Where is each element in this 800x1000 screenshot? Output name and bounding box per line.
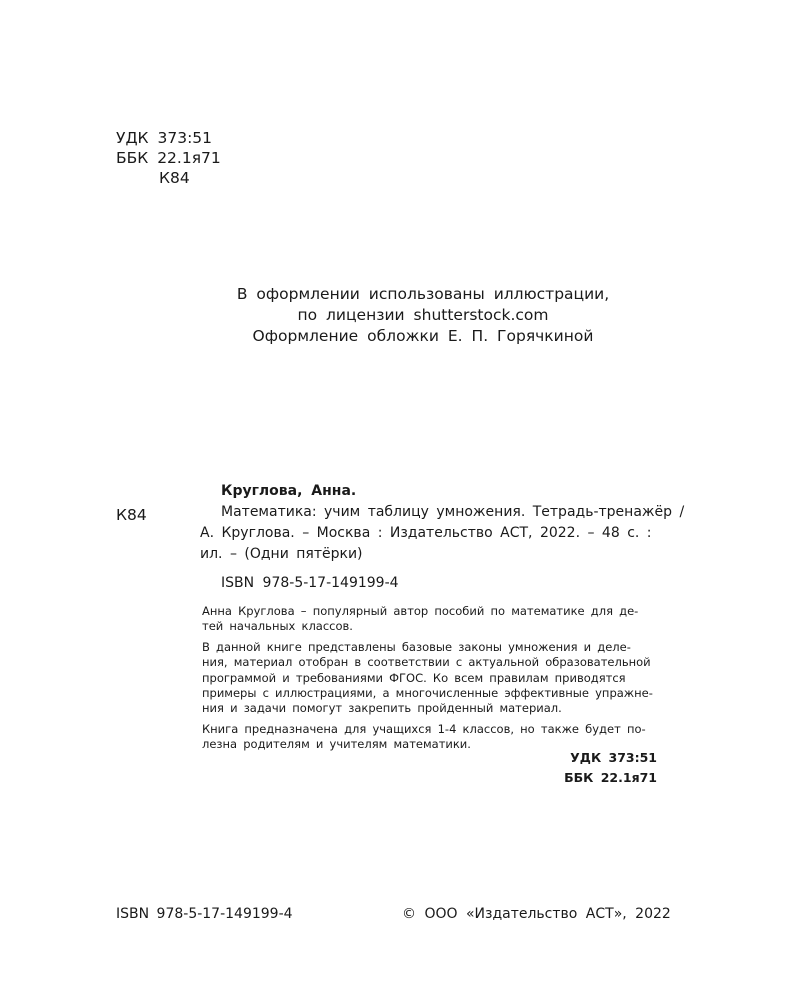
annotation-paragraph (202, 640, 662, 717)
footer-copyright: © ООО «Издательство АСТ», 2022 (402, 906, 671, 922)
bbk-code: ББК 22.1я71 (116, 149, 221, 167)
credits-line-2: по лицензии shutterstock.com (297, 306, 549, 324)
annotation-block (202, 604, 662, 758)
credits-line-1: В оформлении использованы иллюстрации, (236, 285, 610, 303)
annotation-udk: УДК 373:51 (570, 750, 657, 765)
annotation-line: лезна родителям и учителям математики. (202, 737, 471, 752)
annotation-classification (520, 748, 657, 788)
annotation-line: Книга предназначена для учащихся 1-4 классов, но также будет по- (202, 721, 646, 736)
description-line: Математика: учим таблицу умножения. Тетрадь-тренажёр / (221, 504, 685, 520)
description-line: А. Круглова. – Москва : Издательство АСТ, 2022. – 48 с. : (200, 525, 652, 541)
credits-block (0, 284, 800, 347)
annotation-line: программой и требованиями ФГОС. Ко всем правилам приводятся (202, 670, 626, 685)
annotation-line: Анна Круглова – популярный автор пособий по математике для де- (202, 604, 639, 618)
annotation-paragraph (202, 604, 662, 635)
annotation-line: В данной книге представлены базовые законы умножения и деле- (202, 639, 631, 654)
description-line: ил. – (Одни пятёрки) (200, 546, 363, 562)
catalog-author-mark: К84 (116, 506, 147, 524)
catalog-isbn: ISBN 978-5-17-149199-4 (221, 575, 399, 591)
annotation-bbk: ББК 22.1я71 (564, 770, 657, 785)
credits-line-3: Оформление обложки Е. П. Горячкиной (252, 327, 594, 345)
author-mark: К84 (159, 169, 190, 187)
annotation-line: тей начальных классов. (202, 619, 353, 634)
footer-isbn: ISBN 978-5-17-149199-4 (116, 906, 293, 922)
classification-block (116, 128, 221, 188)
annotation-line: ния и задачи помогут закрепить пройденный материал. (202, 701, 562, 716)
catalog-author: Круглова, Анна. (221, 483, 357, 499)
catalog-description (200, 502, 685, 565)
annotation-line: примеры с иллюстрациями, а многочисленные эффективные упражне- (202, 686, 653, 701)
annotation-line: ния, материал отобран в соответствии с актуальной образовательной (202, 655, 651, 670)
udk-code: УДК 373:51 (116, 129, 213, 147)
